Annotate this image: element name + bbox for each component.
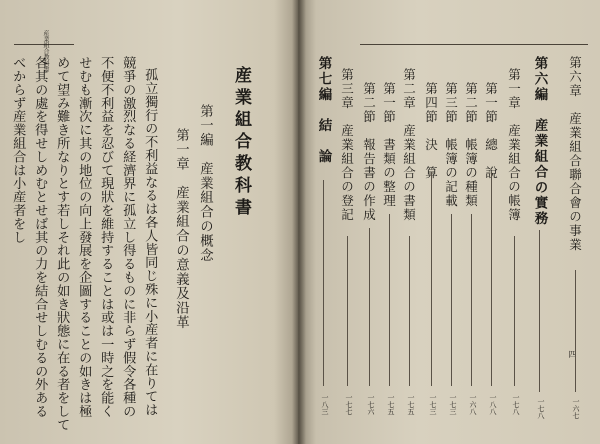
toc-leader: [471, 214, 472, 386]
toc-entry-part-7: 第七編 結 論: [315, 56, 332, 165]
body-line: 孤立獨行の不利益なるは各人皆同じ殊に小産者に在りては: [142, 68, 158, 417]
toc-leader: [539, 230, 540, 392]
toc-page-number: 一六八: [469, 394, 477, 415]
toc-leader: [409, 236, 410, 386]
toc-entry-section: 第一節 總 說: [483, 82, 499, 180]
toc-leader: [575, 270, 576, 392]
part-heading: 第一編 産業組合の概念: [197, 104, 213, 263]
toc-page-number: 一七八: [512, 394, 520, 415]
toc-leader: [389, 214, 390, 386]
toc-page-number: 一七八: [537, 398, 545, 419]
toc-entry-section: 第二節 報告書の作成: [361, 82, 377, 222]
toc-entry-chapter-1: 第一章 産業組合の帳簿: [506, 68, 522, 222]
left-page: [0, 0, 298, 444]
toc-page-number: 一八三: [321, 394, 329, 415]
toc-entry-chapter-3: 第三章 産業組合の登記: [339, 68, 355, 222]
toc-leader: [451, 214, 452, 386]
toc-page-number: 一六七: [572, 398, 580, 419]
toc-page-number: 一七七: [345, 394, 353, 415]
body-line: せむも漸次に其の地位の向上發展を企圖することの如きは極: [76, 56, 92, 418]
body-line: めて望み難き所なりとす若しそれ此の如き狀態に在る者をして: [54, 56, 70, 432]
toc-page-number: 一八八: [489, 394, 497, 415]
chapter-heading: 第一章 産業組合の意義及沿革: [173, 128, 189, 330]
running-head: 産業組合教科書: [42, 30, 49, 72]
toc-leader: [369, 228, 370, 386]
toc-entry-section: 第三節 帳簿の記載: [443, 82, 459, 208]
toc-page-number: 一七三: [429, 394, 437, 415]
toc-entry-part-6: 第六編 産業組合の實務: [531, 56, 548, 227]
body-line: 各其の處を得せしめむとせば其の力を結合せしむるの外ある: [32, 56, 48, 418]
toc-page-number: 一七五: [407, 394, 415, 415]
toc-page-number: 一七五: [387, 394, 395, 415]
right-page: [298, 0, 600, 444]
toc-leader: [491, 172, 492, 386]
toc-page-number: 一七六: [367, 394, 375, 415]
toc-entry-chapter-6: 第六章 産業組合聯合會の事業: [567, 56, 583, 252]
toc-leader: [323, 180, 324, 386]
book-gutter: [292, 0, 306, 444]
body-line: べからず産業組合は小産者をし: [10, 56, 26, 244]
toc-entry-chapter-2: 第二章 産業組合の書類: [401, 68, 417, 222]
book-title: 産業組合教科書: [231, 66, 251, 220]
toc-entry-section: 第一節 書類の整理: [381, 82, 397, 208]
toc-leader: [347, 236, 348, 386]
toc-entry-section: 第二節 帳簿の種類: [463, 82, 479, 208]
page-folio: 四: [568, 350, 577, 358]
toc-top-rule: [360, 44, 588, 45]
toc-leader: [514, 236, 515, 386]
body-line: 競爭の激烈なる経濟界に孤立し得るものに非らず假令各種の: [120, 56, 136, 418]
body-line: 不便不利益を忍びて現狀を維持することは或は一時之を能く: [98, 56, 114, 418]
toc-page-number: 一七三: [449, 394, 457, 415]
toc-entry-section: 第四節 決 算: [423, 82, 439, 180]
toc-leader: [431, 172, 432, 386]
